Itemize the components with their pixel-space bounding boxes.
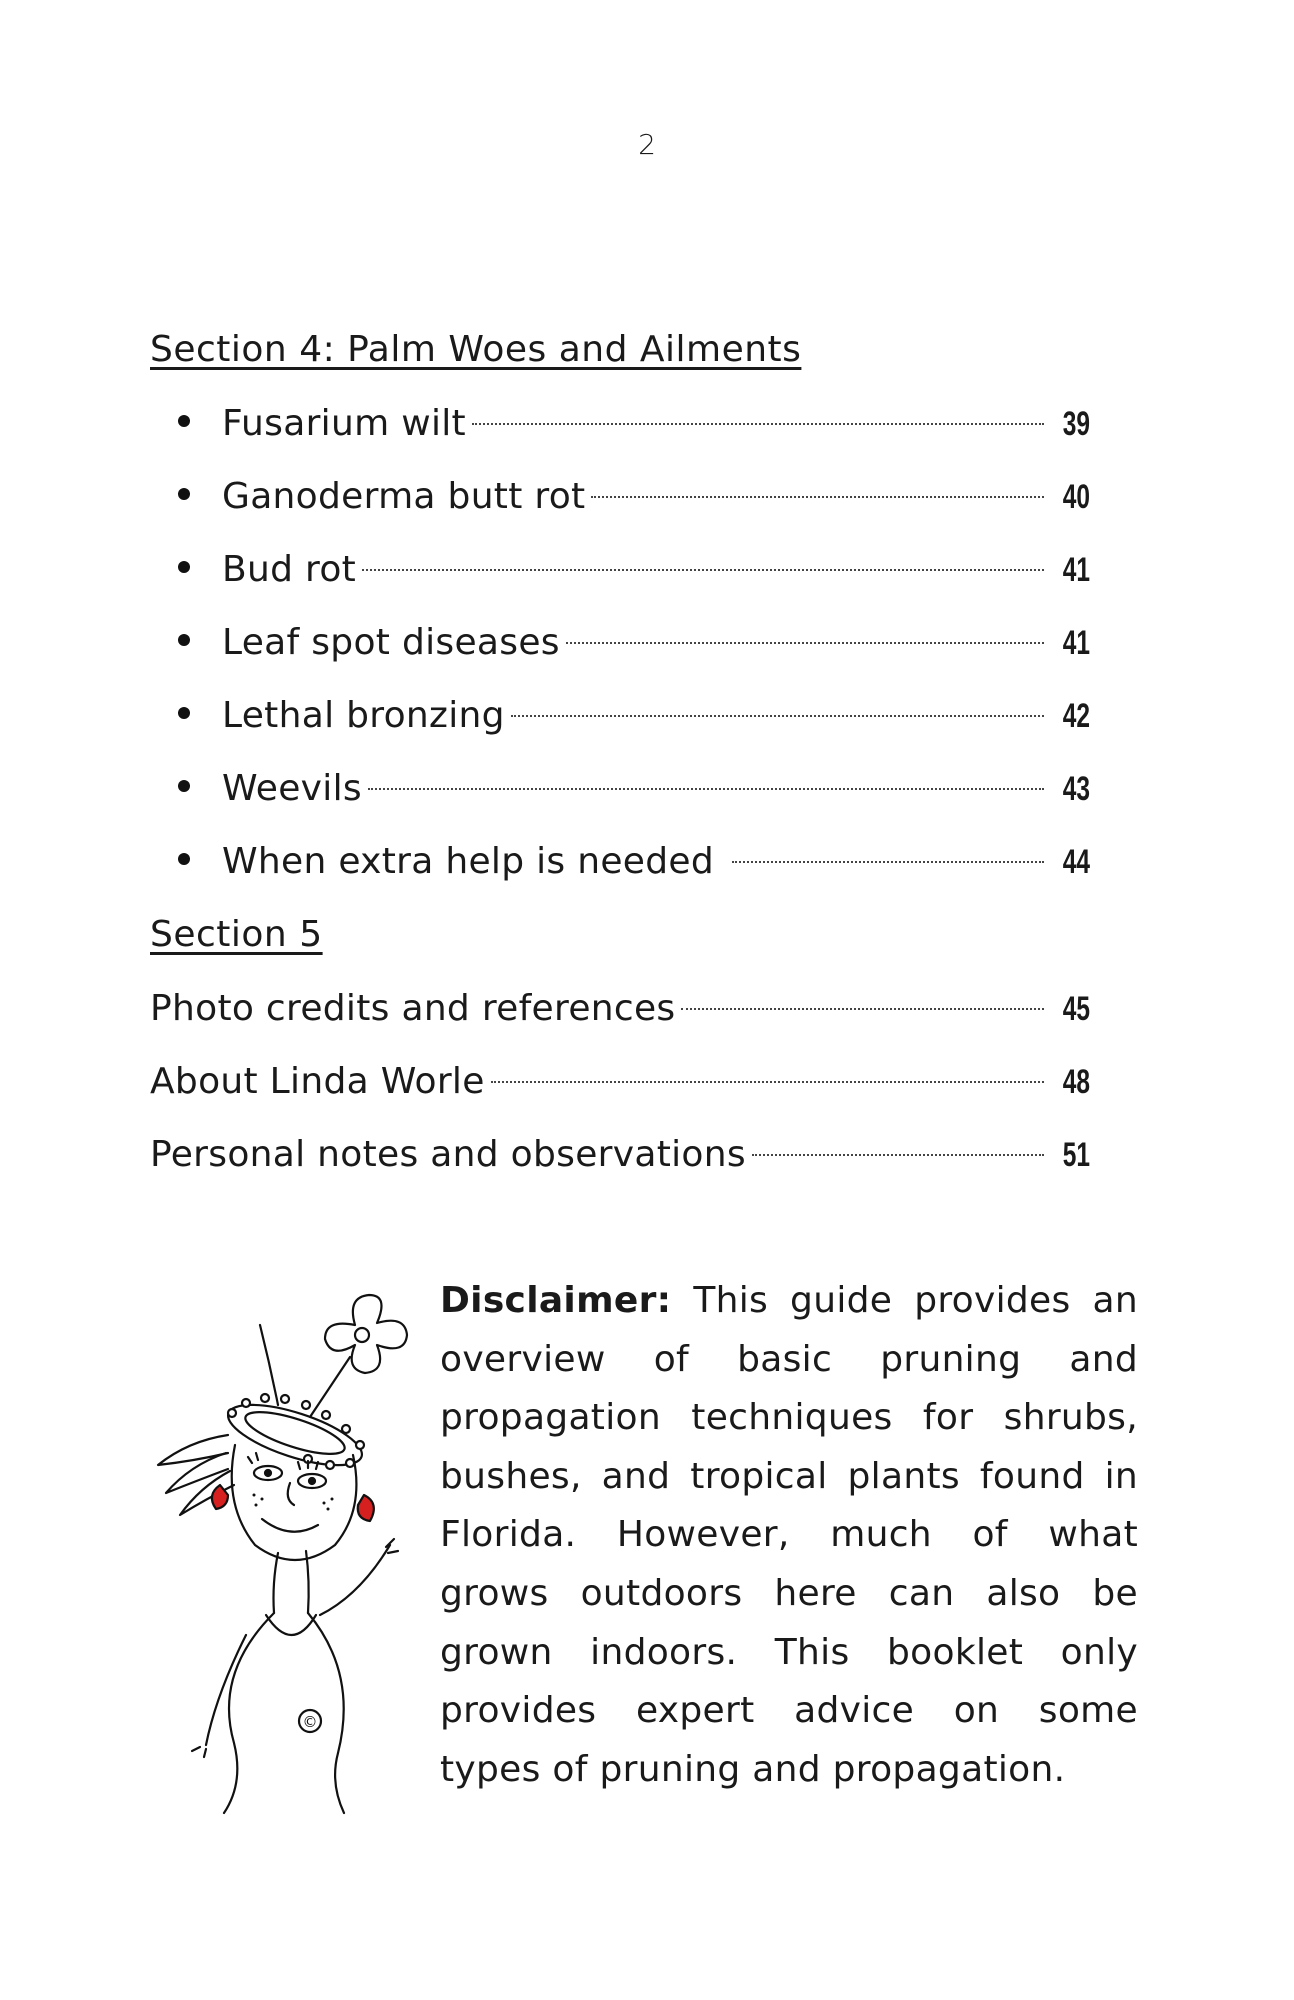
woman-with-flower-hat-illustration	[150, 1285, 410, 1815]
toc-entry-page: 43	[1062, 770, 1090, 808]
dot-leader	[732, 861, 1044, 863]
disclaimer-text: This guide provides an overview of basic pruning and propagation techniques for shrubs, bushes, and tropical plants found in Florida. However, much of what grows outdoors here can also be grown indoors. This booklet only provides expert advice on some types of pruning and propagation.	[440, 1280, 1138, 1790]
toc-entry-about-author[interactable]	[150, 1054, 1090, 1127]
dot-leader	[591, 496, 1044, 498]
toc-entry-page: 41	[1062, 551, 1090, 589]
flower-icon	[310, 1295, 407, 1417]
toc-entry-page: 41	[1062, 624, 1090, 662]
toc-entry-title: Ganoderma butt rot	[222, 476, 586, 517]
svg-text:©: ©	[302, 1713, 318, 1731]
toc-entry-page: 42	[1062, 697, 1090, 735]
toc-entry-title: Weevils	[222, 768, 362, 809]
dot-leader	[566, 642, 1044, 644]
section-4-heading: Section 4: Palm Woes and Ailments	[150, 329, 802, 370]
dot-leader	[362, 569, 1044, 571]
table-of-contents	[150, 322, 1090, 1200]
toc-entry-page: 39	[1062, 405, 1090, 443]
toc-entry-bud-rot[interactable]	[150, 542, 1090, 615]
bullet-icon	[178, 561, 190, 573]
toc-entry-fusarium-wilt[interactable]	[150, 396, 1090, 469]
toc-entry-page: 44	[1062, 843, 1090, 881]
bullet-icon	[178, 634, 190, 646]
disclaimer-label: Disclaimer:	[440, 1280, 672, 1321]
toc-entry-personal-notes[interactable]	[150, 1127, 1090, 1200]
toc-entry-extra-help[interactable]	[150, 834, 1090, 907]
toc-entry-title: Fusarium wilt	[222, 403, 466, 444]
section-5-heading: Section 5	[150, 914, 323, 955]
dot-leader	[368, 788, 1044, 790]
dot-leader	[472, 423, 1044, 425]
dot-leader	[511, 715, 1044, 717]
toc-entry-title: Personal notes and observations	[150, 1134, 746, 1175]
toc-entry-title: Bud rot	[222, 549, 357, 590]
toc-entry-weevils[interactable]	[150, 761, 1090, 834]
toc-entry-title: Photo credits and references	[150, 988, 676, 1029]
toc-entry-page: 48	[1062, 1063, 1090, 1101]
dot-leader	[491, 1081, 1044, 1083]
disclaimer-paragraph	[440, 1272, 1138, 1799]
toc-entry-photo-credits[interactable]	[150, 981, 1090, 1054]
toc-entry-title: Lethal bronzing	[222, 695, 505, 736]
bullet-icon	[178, 853, 190, 865]
toc-entry-lethal-bronzing[interactable]	[150, 688, 1090, 761]
page-number: 2	[638, 128, 656, 161]
bullet-icon	[178, 488, 190, 500]
bullet-icon	[178, 707, 190, 719]
toc-entry-page: 40	[1062, 478, 1090, 516]
dot-leader	[752, 1154, 1044, 1156]
toc-entry-title: About Linda Worle	[150, 1061, 485, 1102]
toc-entry-page: 51	[1062, 1136, 1090, 1174]
toc-entry-page: 45	[1062, 990, 1090, 1028]
toc-entry-title: When extra help is needed	[222, 841, 714, 882]
toc-entry-ganoderma-butt-rot[interactable]	[150, 469, 1090, 542]
toc-entry-leaf-spot-diseases[interactable]	[150, 615, 1090, 688]
dot-leader	[681, 1008, 1044, 1010]
toc-entry-title: Leaf spot diseases	[222, 622, 560, 663]
bullet-icon	[178, 415, 190, 427]
bullet-icon	[178, 780, 190, 792]
